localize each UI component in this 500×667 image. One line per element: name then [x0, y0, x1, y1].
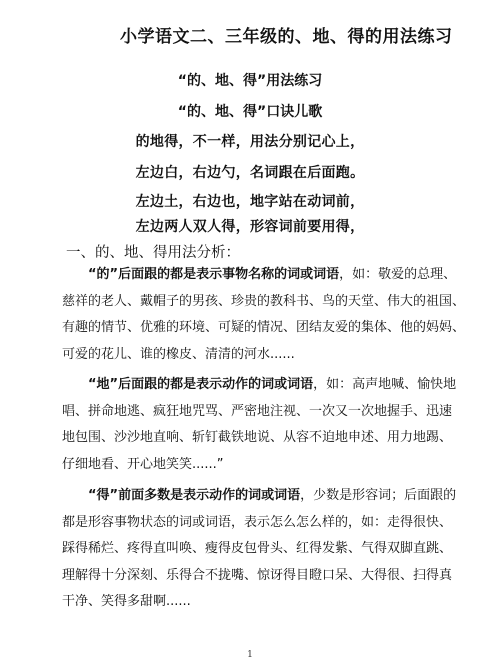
- paragraph-lead: “的”后面跟的都是表示事物名称的词或词语: [88, 267, 340, 282]
- poem-line: 左边土，右边也，地字站在动词前，: [135, 194, 365, 210]
- paragraph-line: [62, 483, 462, 510]
- paragraph-de-complement: [62, 483, 462, 616]
- paragraph-line: 唱、拼命地逃、疯狂地咒骂、严密地注视、一次又一次地握手、迅速: [62, 403, 453, 419]
- paragraph-lead: “得”前面多数是表示动作的词或词语: [88, 488, 301, 503]
- subtitle-mnemonic-rhyme: “的、地、得”口诀儿歌: [177, 104, 323, 120]
- poem-line: 左边白，右边勺，名词跟在后面跑。: [135, 165, 365, 181]
- paragraph-text: ，少数是形容词；后面跟的: [300, 488, 457, 503]
- page-number: 1: [247, 650, 253, 660]
- paragraph-line: [62, 262, 462, 289]
- paragraph-line: 可爱的花儿、谁的橡皮、清清的河水......: [62, 346, 295, 362]
- page-title: 小学语文二、三年级的、地、得的用法练习: [120, 27, 453, 47]
- poem-line: 左边两人双人得，形容词前要用得，: [135, 219, 365, 235]
- section-heading: 一、的、地、得用法分析：: [66, 245, 240, 261]
- paragraph-di: [62, 372, 462, 478]
- paragraph-line: 仔细地看、开心地笑笑......”: [62, 456, 224, 472]
- paragraph-text: ，如：高声地喊、愉快地: [313, 377, 457, 392]
- paragraph-line: 都是形容事物状态的词或词语，表示怎么怎么样的，如：走得很快、: [62, 514, 453, 530]
- poem-line: 的地得，不一样，用法分别记心上，: [135, 134, 365, 150]
- paragraph-lead: “地”后面跟的都是表示动作的词或词语: [88, 377, 314, 392]
- paragraph-line: 踩得稀烂、疼得直叫唤、瘦得皮包骨头、红得发紫、气得双脚直跳、: [62, 541, 453, 556]
- paragraph-line: 理解得十分深刻、乐得合不拢嘴、惊讶得目瞪口呆、大得很、扫得真: [62, 567, 453, 583]
- paragraph-text: ，如：敬爱的总理、: [339, 267, 457, 282]
- subtitle-usage-practice: “的、地、得”用法练习: [177, 73, 323, 89]
- paragraph-line: [62, 372, 462, 399]
- paragraph-line: 慈祥的老人、戴帽子的男孩、珍贵的教科书、鸟的天堂、伟大的祖国、: [62, 293, 466, 309]
- paragraph-line: 干净、笑得多甜啊......: [62, 594, 191, 609]
- paragraph-line: 有趣的情节、优雅的环境、可疑的情况、团结友爱的集体、他的妈妈、: [62, 320, 466, 335]
- paragraph-de: [62, 262, 466, 368]
- paragraph-line: 地包围、沙沙地直响、斩钉截铁地说、从容不迫地申述、用力地踢、: [62, 430, 453, 445]
